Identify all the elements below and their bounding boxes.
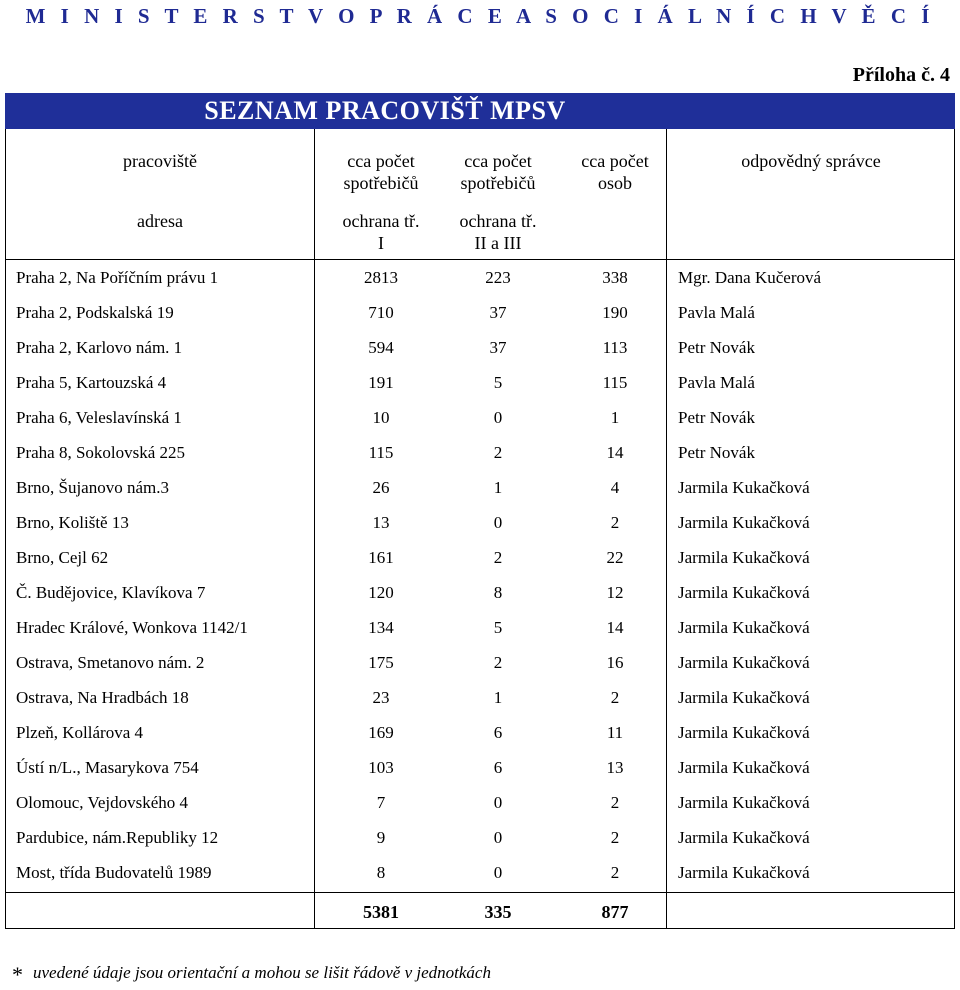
row-admin: Jarmila Kukačková	[678, 548, 810, 567]
row-admin: Jarmila Kukačková	[678, 758, 810, 777]
row-persons-count: 11	[606, 723, 624, 742]
row-class1-count: 115	[368, 443, 394, 462]
row-class1-count: 594	[368, 338, 394, 357]
row-class23-count: 223	[485, 268, 511, 287]
row-class1-count: 191	[368, 373, 394, 392]
row-address: Ostrava, Na Hradbách 18	[16, 688, 189, 707]
row-class23-count: 0	[493, 863, 503, 882]
row-persons-count: 2	[610, 828, 620, 847]
row-class23-count: 6	[493, 723, 503, 742]
row-address: Pardubice, nám.Republiky 12	[16, 828, 219, 847]
header-class1-line3: ochrana tř.	[342, 211, 420, 231]
row-admin: Jarmila Kukačková	[678, 653, 810, 672]
table-row	[0, 750, 960, 785]
row-address: Č. Budějovice, Klavíkova 7	[16, 583, 206, 602]
header-workplace	[5, 150, 315, 172]
row-class1-count: 161	[368, 548, 394, 567]
total-class1: 5381	[363, 902, 399, 922]
row-persons-count: 14	[606, 443, 624, 462]
list-title: SEZNAM PRACOVIŠŤ MPSV	[204, 96, 566, 125]
header-class23-line3: ochrana tř.	[459, 211, 537, 231]
row-persons-count: 2	[610, 793, 620, 812]
row-admin: Jarmila Kukačková	[678, 828, 810, 847]
row-class23-count: 2	[493, 653, 503, 672]
row-persons-count: 115	[602, 373, 628, 392]
row-address: Most, třída Budovatelů 1989	[16, 863, 212, 882]
table-row	[0, 330, 960, 365]
row-class1-count: 103	[368, 758, 394, 777]
header-class1-line1: cca počet	[347, 151, 415, 171]
header-address-label: adresa	[137, 211, 183, 231]
row-class1-count: 10	[372, 408, 390, 427]
table-row	[0, 295, 960, 330]
row-address: Praha 2, Karlovo nám. 1	[16, 338, 183, 357]
row-address: Brno, Koliště 13	[16, 513, 129, 532]
table-row	[0, 505, 960, 540]
row-class1-count: 8	[376, 863, 386, 882]
table-row	[0, 680, 960, 715]
row-admin: Jarmila Kukačková	[678, 513, 810, 532]
header-class1-line2: spotřebičů	[343, 173, 419, 193]
row-address: Hradec Králové, Wonkova 1142/1	[16, 618, 248, 637]
header-address	[5, 210, 315, 232]
row-class1-count: 9	[376, 828, 386, 847]
row-persons-count: 113	[602, 338, 628, 357]
row-class23-count: 8	[493, 583, 503, 602]
table-row	[0, 645, 960, 680]
table-row	[0, 855, 960, 890]
table-row	[0, 435, 960, 470]
table-row	[0, 610, 960, 645]
header-persons	[555, 150, 675, 194]
row-admin: Mgr. Dana Kučerová	[678, 268, 822, 287]
row-admin: Petr Novák	[678, 338, 755, 357]
row-class23-count: 2	[493, 548, 503, 567]
row-admin: Pavla Malá	[678, 373, 755, 392]
row-address: Praha 2, Na Poříčním právu 1	[16, 268, 219, 287]
header-admin-label: odpovědný správce	[741, 151, 881, 171]
header-admin	[666, 150, 956, 172]
header-persons-line1: cca počet	[581, 151, 649, 171]
row-class1-count: 710	[368, 303, 394, 322]
divider-totals	[5, 892, 955, 893]
row-class23-count: 6	[493, 758, 503, 777]
row-admin: Petr Novák	[678, 443, 755, 462]
row-admin: Jarmila Kukačková	[678, 863, 810, 882]
row-class1-count: 13	[372, 513, 390, 532]
header-workplace-label: pracoviště	[123, 151, 197, 171]
row-admin: Petr Novák	[678, 408, 755, 427]
ministry-heading: M I N I S T E R S T V O P R Á C E A S O C I Á L N Í C H V Ě C Í	[25, 4, 935, 28]
row-persons-count: 2	[610, 863, 620, 882]
header-class1-line4: I	[378, 233, 384, 253]
row-class23-count: 5	[493, 373, 503, 392]
row-address: Brno, Šujanovo nám.3	[16, 478, 169, 497]
row-class23-count: 0	[493, 408, 503, 427]
row-admin: Jarmila Kukačková	[678, 583, 810, 602]
header-persons-line2: osob	[597, 173, 632, 193]
row-class23-count: 1	[493, 478, 503, 497]
row-admin: Jarmila Kukačková	[678, 478, 810, 497]
table-row	[0, 575, 960, 610]
row-persons-count: 12	[606, 583, 624, 602]
row-persons-count: 13	[606, 758, 624, 777]
row-persons-count: 190	[602, 303, 628, 322]
row-address: Praha 6, Veleslavínská 1	[16, 408, 182, 427]
row-address: Praha 5, Kartouzská 4	[16, 373, 167, 392]
row-class23-count: 2	[493, 443, 503, 462]
row-admin: Jarmila Kukačková	[678, 793, 810, 812]
row-class23-count: 1	[493, 688, 503, 707]
row-address: Ostrava, Smetanovo nám. 2	[16, 653, 205, 672]
row-persons-count: 1	[610, 408, 620, 427]
row-class23-count: 0	[493, 828, 503, 847]
row-admin: Jarmila Kukačková	[678, 618, 810, 637]
header-class23	[431, 150, 565, 254]
header-class23-line4: II a III	[474, 233, 522, 253]
footnote-text: uvedené údaje jsou orientační a mohou se lišit řádově v jednotkách	[33, 963, 491, 982]
total-persons: 877	[601, 902, 629, 922]
table-row	[0, 785, 960, 820]
row-class23-count: 37	[489, 338, 507, 357]
title-bar	[5, 93, 955, 129]
header-class23-line2: spotřebičů	[460, 173, 536, 193]
row-class23-count: 37	[489, 303, 507, 322]
row-class1-count: 23	[372, 688, 390, 707]
row-admin: Jarmila Kukačková	[678, 723, 810, 742]
row-class1-count: 134	[368, 618, 394, 637]
row-admin: Pavla Malá	[678, 303, 755, 322]
total-class23: 335	[484, 902, 512, 922]
footnote	[12, 962, 491, 988]
row-class1-count: 175	[368, 653, 394, 672]
footnote-marker: *	[12, 962, 23, 987]
table-row	[0, 540, 960, 575]
row-admin: Jarmila Kukačková	[678, 688, 810, 707]
row-persons-count: 16	[606, 653, 624, 672]
row-address: Ústí n/L., Masarykova 754	[16, 758, 199, 777]
row-persons-count: 2	[610, 688, 620, 707]
row-class23-count: 0	[493, 513, 503, 532]
row-address: Brno, Cejl 62	[16, 548, 109, 567]
row-class23-count: 5	[493, 618, 503, 637]
table-row	[0, 715, 960, 750]
row-persons-count: 338	[602, 268, 628, 287]
table-row	[0, 470, 960, 505]
row-persons-count: 14	[606, 618, 624, 637]
row-address: Praha 2, Podskalská 19	[16, 303, 174, 322]
header-class1	[314, 150, 448, 254]
row-class1-count: 26	[372, 478, 390, 497]
row-class1-count: 169	[368, 723, 394, 742]
row-persons-count: 22	[606, 548, 624, 567]
annex-label: Příloha č. 4	[852, 64, 950, 86]
row-address: Praha 8, Sokolovská 225	[16, 443, 186, 462]
row-address: Olomouc, Vejdovského 4	[16, 793, 189, 812]
table-row	[0, 365, 960, 400]
row-class1-count: 7	[376, 793, 386, 812]
row-address: Plzeň, Kollárova 4	[16, 723, 143, 742]
header-class23-line1: cca počet	[464, 151, 532, 171]
row-class1-count: 2813	[364, 268, 398, 287]
row-class1-count: 120	[368, 583, 394, 602]
table-row	[0, 400, 960, 435]
table-row	[0, 260, 960, 295]
row-persons-count: 2	[610, 513, 620, 532]
row-class23-count: 0	[493, 793, 503, 812]
row-persons-count: 4	[610, 478, 620, 497]
table-row	[0, 820, 960, 855]
